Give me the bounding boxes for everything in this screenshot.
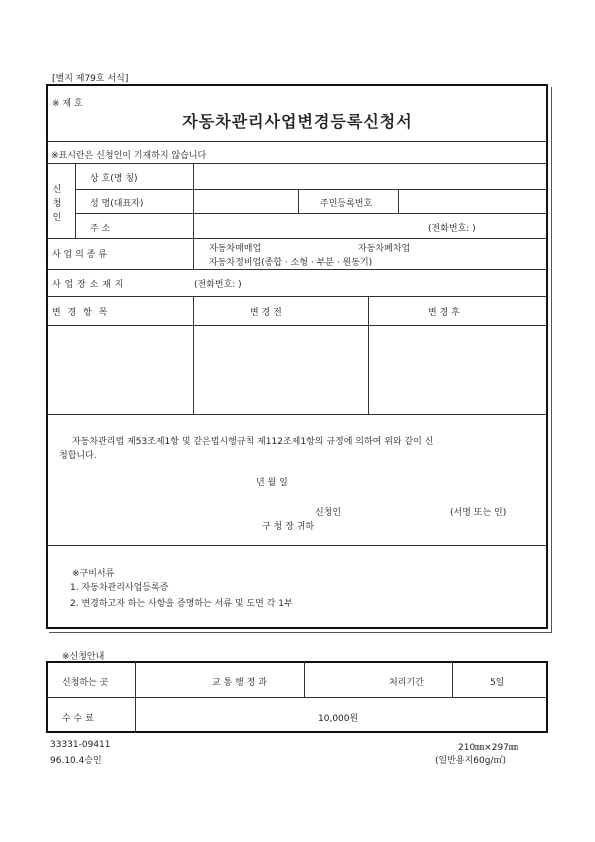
divider	[304, 662, 305, 697]
applicant-group-label: 신 청 인	[52, 185, 62, 223]
business-type-option-trading[interactable]: 자동차매매업	[209, 244, 262, 254]
required-doc-item: 2. 변경하고자 하는 사항을 증명하는 서류 및 도면 각 1부	[70, 599, 293, 609]
after-change-field[interactable]	[369, 326, 546, 413]
approval-date: 96.10.4승인	[50, 756, 102, 766]
fee-label: 수 수 료	[62, 714, 94, 724]
trade-name-field[interactable]	[194, 164, 546, 188]
divider	[47, 296, 547, 297]
guide-label: ※신청안내	[62, 652, 105, 662]
divider	[47, 697, 547, 698]
divider	[47, 545, 547, 546]
business-type-option-scrapping[interactable]: 자동차폐차업	[358, 244, 411, 254]
office-label: 신청하는 곳	[62, 678, 109, 688]
change-item-header: 변 경 항 목	[52, 308, 110, 318]
statement-text-line1: 자동차관리법 제53조제1항 및 같은법시행규칙 제112조제1항의 규정에 의하여 위와 같이 신	[72, 437, 434, 447]
office-value: 교 통 행 정 과	[212, 678, 267, 688]
form-code: 33331-09411	[50, 740, 111, 750]
divider	[298, 189, 299, 213]
representative-name-field[interactable]	[194, 190, 297, 212]
change-item-field[interactable]	[48, 326, 192, 413]
note-text: ※표시란은 신청인이 기재하지 않습니다	[51, 151, 207, 161]
paper-size: 210㎜×297㎜	[458, 743, 518, 753]
recipient-label: 구 청 장 귀하	[262, 522, 315, 532]
trade-name-label: 상 호(명 칭)	[90, 174, 138, 184]
business-type-label: 사 업 의 종 류	[52, 250, 107, 260]
divider	[452, 662, 453, 697]
address-field[interactable]	[194, 214, 424, 237]
processing-period-value: 5일	[490, 678, 505, 688]
resident-number-field[interactable]	[399, 190, 546, 212]
fee-value: 10,000원	[318, 714, 359, 724]
required-docs-label: ※구비서류	[72, 569, 115, 579]
business-type-option-maintenance[interactable]: 자동차정비업(종합 · 소형 · 부분 · 원동기)	[209, 258, 373, 268]
processing-period-label: 처리기간	[389, 678, 424, 688]
number-label: ※ 제 호	[52, 99, 83, 109]
statement-text-line2: 청합니다.	[59, 451, 97, 461]
address-label: 주 소	[90, 224, 111, 234]
divider	[135, 662, 136, 732]
form-title: 자동차관리사업변경등록신청서	[182, 112, 413, 131]
signature-seal-label: (서명 또는 인)	[450, 508, 507, 518]
business-location-phone-label: (전화번호: )	[194, 280, 242, 290]
form-number-label: [별지 제79호 서식]	[52, 74, 129, 84]
representative-name-label: 성 명(대표자)	[90, 199, 144, 209]
required-doc-item: 1. 자동차관리사업등록증	[70, 583, 169, 593]
business-location-field[interactable]	[194, 270, 546, 295]
divider	[47, 141, 547, 142]
divider	[193, 238, 194, 269]
paper-type: (일반용지60g/㎡)	[435, 756, 506, 766]
divider	[47, 238, 547, 239]
address-phone-label: (전화번호: )	[428, 224, 476, 234]
after-change-header: 변 경 후	[428, 308, 460, 318]
before-change-header: 변 경 전	[250, 308, 282, 318]
applicant-signature-label: 신청인	[315, 508, 342, 518]
application-date: 년 월 일	[256, 478, 288, 488]
divider	[47, 414, 547, 415]
resident-number-label: 주민등록번호	[320, 199, 373, 209]
before-change-field[interactable]	[194, 326, 367, 413]
divider	[75, 163, 76, 238]
business-location-label: 사 업 장 소 재 지	[52, 280, 124, 290]
